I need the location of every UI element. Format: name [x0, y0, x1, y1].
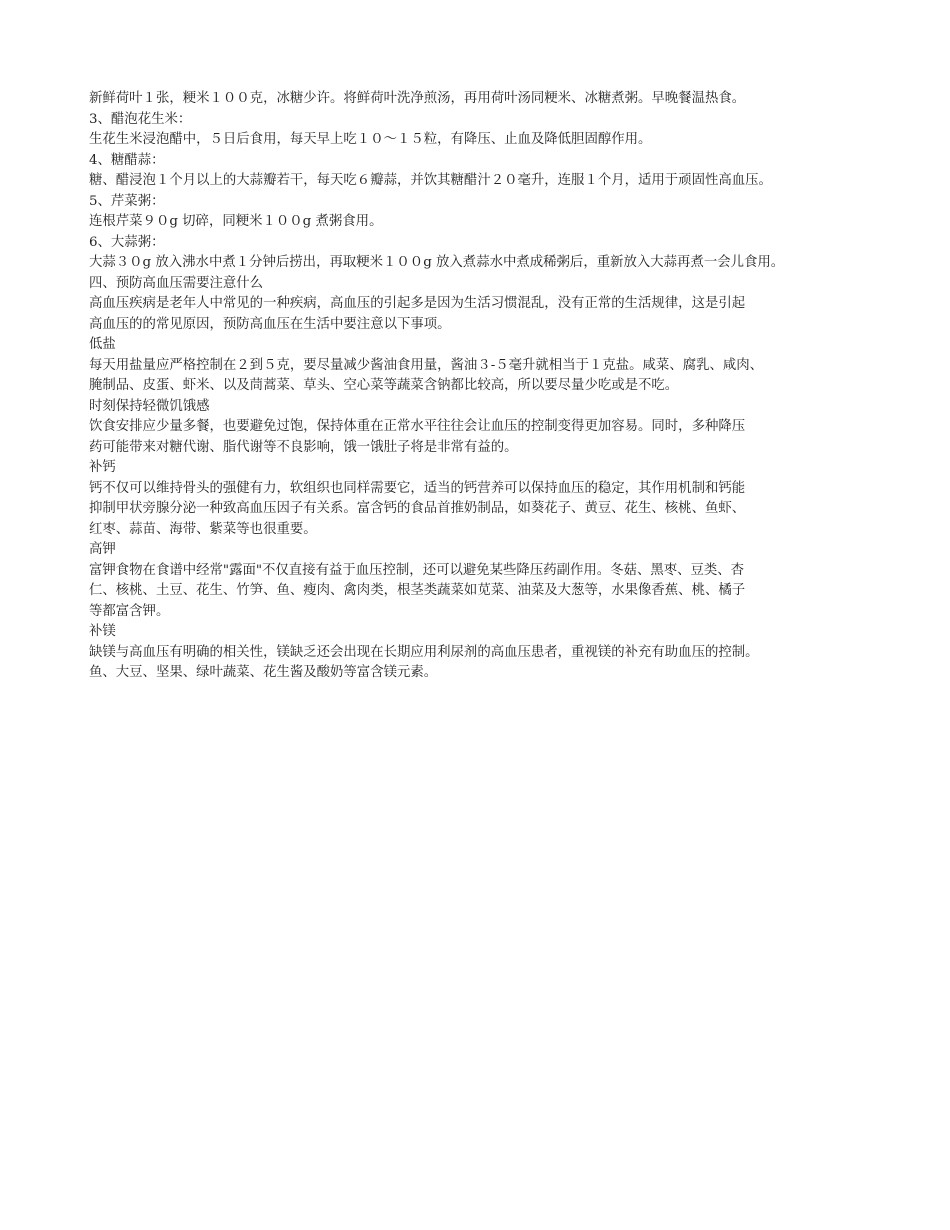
subsection-heading: 时刻保持轻微饥饿感 — [89, 398, 210, 414]
subsection-heading: 低盐 — [89, 337, 116, 352]
text-line: 糖、醋浸泡１个月以上的大蒜瓣若干，每天吃６瓣蒜，并饮其糖醋汁２０毫升，连服１个月，适用于顽固性高血压。 — [89, 173, 772, 188]
text-line: 连根芹菜９０g 切碎，同粳米１００g 煮粥食用。 — [89, 214, 383, 229]
subsection-heading: 补钙 — [89, 460, 116, 475]
document-body — [89, 89, 879, 684]
text-line: 大蒜３０g 放入沸水中煮１分钟后捞出，再取粳米１００g 放入煮蒜水中煮成稀粥后，重新放入大蒜再煮一会儿食用。 — [89, 255, 785, 270]
text-line: 仁、核桃、土豆、花生、竹笋、鱼、瘦肉、禽肉类，根茎类蔬菜如苋菜、油菜及大葱等，水果像香蕉、桃、橘子 — [89, 583, 746, 598]
text-line: 鱼、大豆、坚果、绿叶蔬菜、花生酱及酸奶等富含镁元素。 — [89, 665, 438, 680]
text-line: 缺镁与高血压有明确的相关性，镁缺乏还会出现在长期应用利尿剂的高血压患者，重视镁的补充有助血压的控制。 — [89, 644, 759, 660]
text-line: 等都富含钾。 — [89, 603, 170, 619]
section-heading: 5、芹菜粥： — [89, 193, 165, 209]
section-heading: 4、糖醋蒜： — [89, 152, 165, 168]
text-line: 饮食安排应少量多餐，也要避免过饱，保持体重在正常水平往往会让血压的控制变得更加容易。同时，多种降压 — [89, 419, 746, 434]
text-line: 红枣、蒜苗、海带、紫菜等也很重要。 — [89, 521, 317, 537]
text-line: 钙不仅可以维持骨头的强健有力，软组织也同样需要它，适当的钙营养可以保持血压的稳定，其作用机制和钙能 — [89, 480, 746, 496]
text-line: 高血压的的常见原因，预防高血压在生活中要注意以下事项。 — [89, 316, 451, 332]
text-line: 每天用盐量应严格控制在２到５克，要尽量减少酱油食用量，酱油３-５毫升就相当于１克盐。咸菜、腐乳、咸肉、 — [89, 357, 764, 373]
text-line: 新鲜荷叶１张，粳米１００克，冰糖少许。将鲜荷叶洗净煎汤，再用荷叶汤同粳米、冰糖煮粥。早晚餐温热食。 — [89, 91, 746, 106]
section-heading: 3、醋泡花生米： — [89, 111, 192, 127]
text-line: 富钾食物在食谱中经常"露面"不仅直接有益于血压控制，还可以避免某些降压药副作用。冬菇、黑枣、豆类、杏 — [89, 562, 745, 578]
subsection-heading: 补镁 — [89, 624, 116, 639]
text-line: 高血压疾病是老年人中常见的一种疾病，高血压的引起多是因为生活习惯混乱，没有正常的生活规律，这是引起 — [89, 296, 746, 311]
text-line: 药可能带来对糖代谢、脂代谢等不良影响，饿一饿肚子将是非常有益的。 — [89, 439, 518, 455]
section-heading: 6、大蒜粥： — [89, 234, 165, 250]
subsection-heading: 高钾 — [89, 542, 116, 557]
text-line: 腌制品、皮蛋、虾米、以及茼蒿菜、草头、空心菜等蔬菜含钠都比较高，所以要尽量少吃或是不吃。 — [89, 378, 679, 393]
text-line: 抑制甲状旁腺分泌一种致高血压因子有关系。富含钙的食品首推奶制品，如葵花子、黄豆、花生、核桃、鱼虾、 — [89, 501, 746, 516]
text-line: 生花生米浸泡醋中，５日后食用，每天早上吃１０～１５粒，有降压、止血及降低胆固醇作用。 — [89, 132, 652, 147]
section-heading: 四、预防高血压需要注意什么 — [89, 275, 264, 291]
